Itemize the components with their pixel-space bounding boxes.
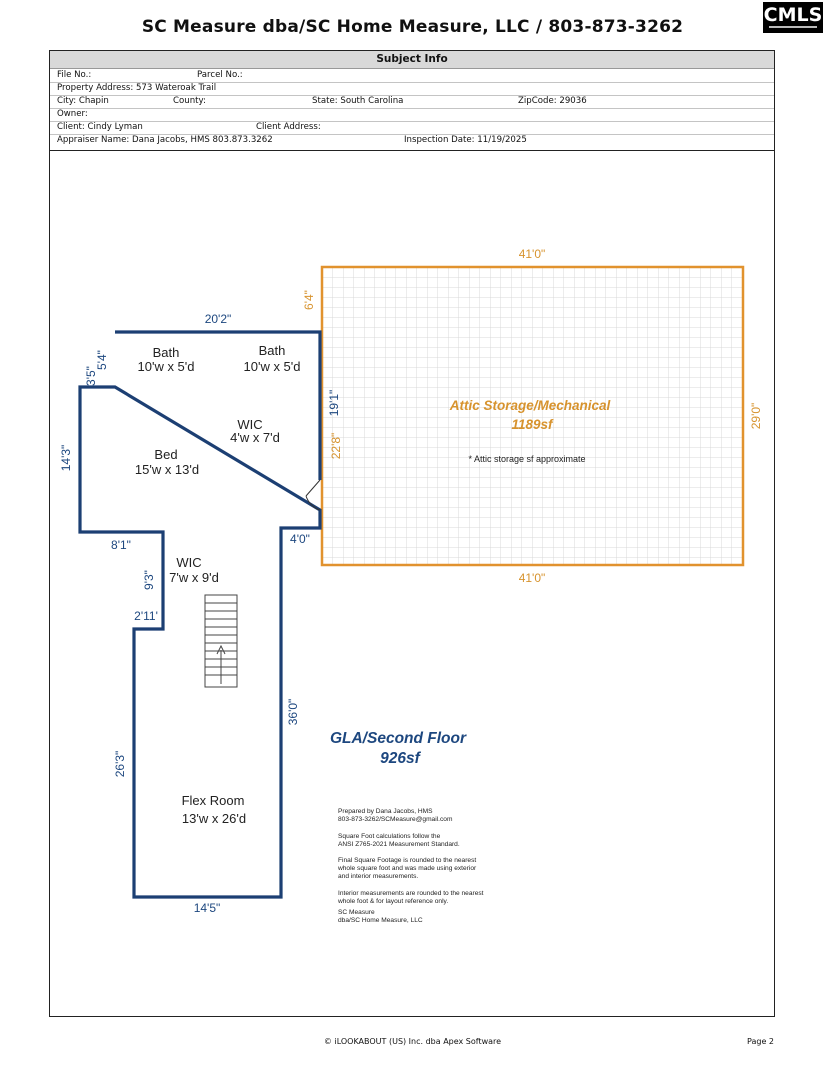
room-size: 10'w x 5'd — [243, 359, 301, 374]
attic-dim-left-top: 6'4" — [302, 290, 316, 310]
attic-storage-area — [322, 267, 743, 565]
appraiser-name: Appraiser Name: Dana Jacobs, HMS 803.873.3262 — [57, 135, 273, 145]
client-address: Client Address: — [256, 122, 321, 132]
attic-dim-bottom: 41'0" — [518, 571, 546, 585]
note-line: SC Measure — [338, 909, 375, 916]
attic-dim-left-mid: 22'8" — [329, 432, 343, 460]
note-line: Prepared by Dana Jacobs, HMS — [338, 808, 433, 815]
note-line: Square Foot calculations follow the — [338, 833, 441, 840]
dim-top: 20'2" — [204, 312, 232, 326]
note-line: whole foot & for layout reference only. — [338, 898, 449, 905]
note-line: dba/SC Home Measure, LLC — [338, 917, 423, 924]
room-size: 10'w x 5'd — [137, 359, 195, 374]
dim-notch-a: 3'5" — [84, 366, 98, 386]
file-no: File No.: — [57, 70, 92, 80]
dim-right-40: 4'0" — [290, 532, 310, 546]
dim-inner-right: 19'1" — [327, 389, 341, 417]
page-title: SC Measure dba/SC Home Measure, LLC / 803-873-3262 — [141, 17, 684, 37]
gla-label: GLA/Second Floor — [329, 730, 467, 747]
dim-notch-b: 5'4" — [95, 350, 109, 370]
footer-page-number: Page 2 — [747, 1037, 774, 1046]
zip-code: ZipCode: 29036 — [518, 96, 587, 106]
room-name: Bed — [154, 447, 178, 462]
attic-dim-top: 41'0" — [518, 247, 546, 261]
dim-step-211: 2'11' — [134, 609, 158, 623]
note-line: 803-873-3262/SCMeasure@gmail.com — [338, 816, 453, 823]
note-line: Interior measurements are rounded to the nearest — [338, 890, 484, 897]
attic-note: * Attic storage sf approximate — [468, 454, 586, 464]
gla-area: 926sf — [380, 750, 420, 767]
note-line: ANSI Z765-2021 Measurement Standard. — [338, 841, 460, 848]
room-name: WIC — [237, 417, 263, 432]
owner: Owner: — [57, 109, 88, 119]
note-line: Final Square Footage is rounded to the nearest — [338, 857, 477, 864]
city: City: Chapin — [57, 96, 109, 106]
attic-area: 1189sf — [511, 417, 553, 432]
cmls-logo: CMLS — [763, 2, 823, 33]
room-name: Flex Room — [181, 793, 245, 808]
room-name: Bath — [152, 345, 180, 360]
room-size: 7'w x 9'd — [169, 570, 219, 585]
dim-right-360: 36'0" — [286, 698, 300, 726]
preparer-notes — [337, 808, 484, 924]
subject-info-heading: Subject Info — [50, 51, 774, 69]
footer-copyright: © iLOOKABOUT (US) Inc. dba Apex Software — [323, 1037, 502, 1046]
dim-step-93: 9'3" — [142, 570, 156, 590]
dim-bottom: 14'5" — [193, 901, 221, 915]
room-size: 15'w x 13'd — [134, 462, 200, 477]
dim-step-81: 8'1" — [111, 538, 131, 552]
inspection-date: Inspection Date: 11/19/2025 — [404, 135, 527, 145]
room-name: Bath — [258, 343, 286, 358]
parcel-no: Parcel No.: — [197, 70, 243, 80]
attic-label: Attic Storage/Mechanical — [449, 398, 611, 413]
dim-left-upper: 14'3" — [59, 444, 73, 472]
county: County: — [173, 96, 206, 106]
room-size: 4'w x 7'd — [230, 430, 280, 445]
room-size: 13'w x 26'd — [181, 811, 247, 826]
stairs-icon — [205, 595, 237, 687]
property-address: Property Address: 573 Wateroak Trail — [57, 83, 217, 93]
room-name: WIC — [176, 555, 202, 570]
note-line: and interior measurements. — [338, 873, 419, 880]
attic-dim-right: 29'0" — [749, 402, 763, 430]
note-line: whole square foot and was made using exterior — [338, 865, 477, 872]
state: State: South Carolina — [312, 96, 404, 106]
dim-left-263: 26'3" — [113, 750, 127, 778]
client: Client: Cindy Lyman — [57, 122, 143, 132]
